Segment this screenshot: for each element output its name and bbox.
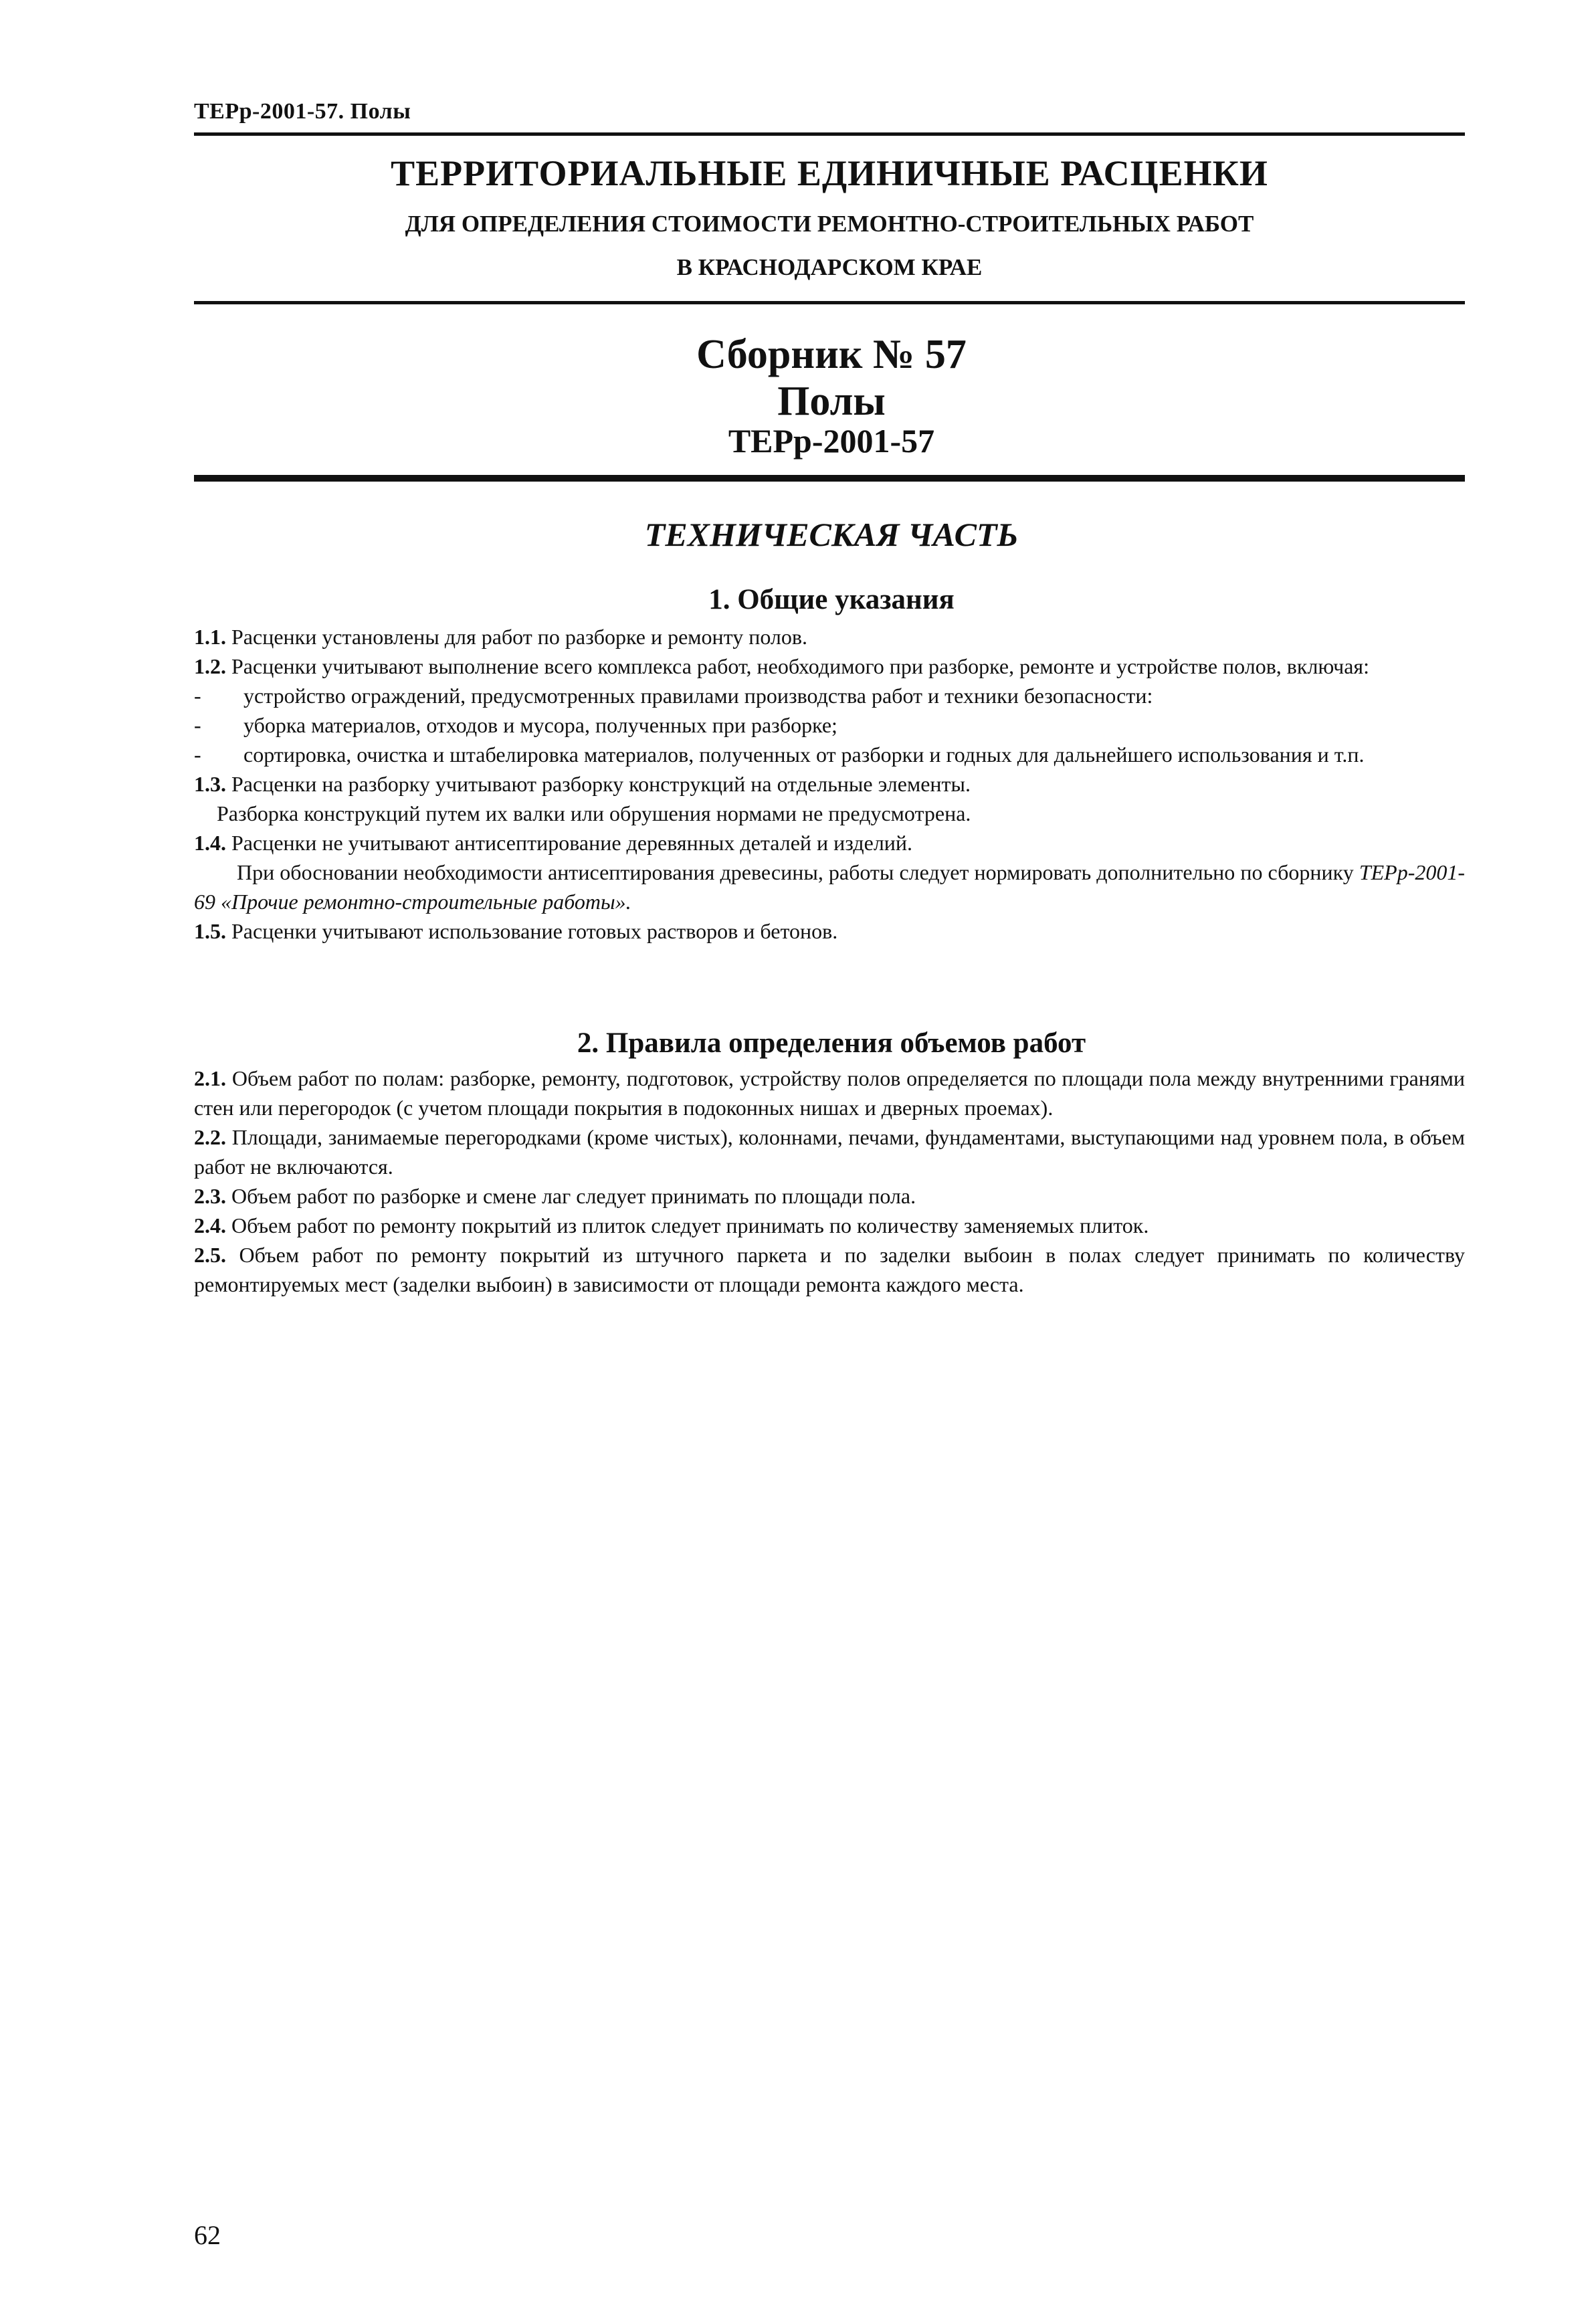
paragraph-1-3-note	[194, 799, 1465, 828]
item-text: Расценки учитывают выполнение всего комплекса работ, необходимого при разборке, ремонте и устройстве полов, включая:	[231, 654, 1370, 678]
item-number: 1.5.	[194, 919, 226, 943]
paragraph-2-2	[194, 1122, 1465, 1181]
bullet-dash: -	[194, 742, 201, 767]
paragraph-1-1	[194, 622, 1465, 652]
paragraph-1-2	[194, 652, 1465, 681]
item-number: 1.4.	[194, 831, 226, 855]
bullet-dash: -	[194, 713, 201, 737]
bullet-item	[194, 681, 1465, 710]
paragraph-1-5	[194, 916, 1465, 946]
item-text: устройство ограждений, предусмотренных правилами производства работ и техники безопасности:	[243, 684, 1153, 708]
item-text: Объем работ по разборке и смене лаг следует принимать по площади пола.	[231, 1184, 916, 1208]
item-text: Площади, занимаемые перегородками (кроме чистых), колоннами, печами, фундаментами, выступающими над уровнем пола, в объем работ не включаются.	[194, 1125, 1465, 1179]
header-rule	[194, 132, 1465, 136]
bullet-item	[194, 710, 1465, 740]
page-number: 62	[194, 2220, 221, 2250]
section2-body	[194, 1064, 1465, 1299]
item-text: Расценки не учитывают антисептирование деревянных деталей и изделий.	[231, 831, 913, 855]
item-text: Объем работ по ремонту покрытий из плиток следует принимать по количеству заменяемых плиток.	[231, 1213, 1149, 1237]
section1-heading: 1. Общие указания	[708, 584, 955, 615]
collection-code: ТЕРр-2001-57	[728, 422, 935, 460]
collection-rule	[194, 475, 1465, 482]
collection-name: Сборник № 57	[696, 332, 967, 377]
item-text: При обосновании необходимости антисептирования древесины, работы следует нормировать дополнительно по сборнику	[237, 860, 1354, 884]
item-text: Расценки учитывают использование готовых растворов и бетонов.	[231, 919, 838, 943]
technical-part-title: ТЕХНИЧЕСКАЯ ЧАСТЬ	[644, 516, 1019, 553]
item-number: 1.3.	[194, 772, 226, 796]
paragraph-2-4	[194, 1211, 1465, 1240]
item-number: 2.2.	[194, 1125, 226, 1149]
item-text: Объем работ по полам: разборке, ремонту, подготовок, устройству полов определяется по площади пола между внутренними гранями стен или перегородок (с учетом площади покрытия в подоконных нишах и дверных проемах).	[194, 1066, 1465, 1120]
item-text: Расценки на разборку учитывают разборку конструкций на отдельные элементы.	[231, 772, 971, 796]
paragraph-2-5	[194, 1240, 1465, 1299]
item-number: 2.3.	[194, 1184, 226, 1208]
paragraph-2-1	[194, 1064, 1465, 1122]
item-number: 2.5.	[194, 1243, 226, 1267]
bullet-item	[194, 740, 1465, 769]
item-number: 1.1.	[194, 625, 226, 649]
title-rule	[194, 301, 1465, 304]
bullet-dash: -	[194, 684, 201, 708]
item-text: Расценки установлены для работ по разборке и ремонту полов.	[231, 625, 807, 649]
paragraph-1-4	[194, 828, 1465, 858]
section2-heading: 2. Правила определения объемов работ	[577, 1027, 1086, 1059]
reference-link-text: ТЕРр-2001-69 «Прочие ремонтно-строительные работы».	[194, 860, 1466, 914]
paragraph-1-4-note	[194, 858, 1465, 916]
document-region: В КРАСНОДАРСКОМ КРАЕ	[676, 254, 983, 280]
item-text: уборка материалов, отходов и мусора, полученных при разборке;	[243, 713, 837, 737]
item-number: 2.4.	[194, 1213, 226, 1237]
item-text: Разборка конструкций путем их валки или обрушения нормами не предусмотрена.	[217, 801, 971, 825]
item-text: сортировка, очистка и штабелировка материалов, полученных от разборки и годных для дальнейшего использования и т.п.	[243, 742, 1365, 767]
section1-body	[194, 622, 1465, 946]
document-title: ТЕРРИТОРИАЛЬНЫЕ ЕДИНИЧНЫЕ РАСЦЕНКИ	[391, 153, 1268, 193]
paragraph-1-3	[194, 769, 1465, 799]
running-head: ТЕРр-2001-57. Полы	[194, 99, 411, 124]
item-text: Объем работ по ремонту покрытий из штучного паркета и по заделки выбоин в полах следует принимать по количеству ремонтируемых мест (заделки выбоин) в зависимости от площади ремонта каждого места.	[194, 1243, 1466, 1296]
paragraph-2-3	[194, 1181, 1465, 1211]
item-number: 1.2.	[194, 654, 226, 678]
collection-subject: Полы	[777, 379, 886, 424]
document-subtitle: ДЛЯ ОПРЕДЕЛЕНИЯ СТОИМОСТИ РЕМОНТНО-СТРОИТЕЛЬНЫХ РАБОТ	[405, 211, 1254, 237]
item-number: 2.1.	[194, 1066, 226, 1090]
